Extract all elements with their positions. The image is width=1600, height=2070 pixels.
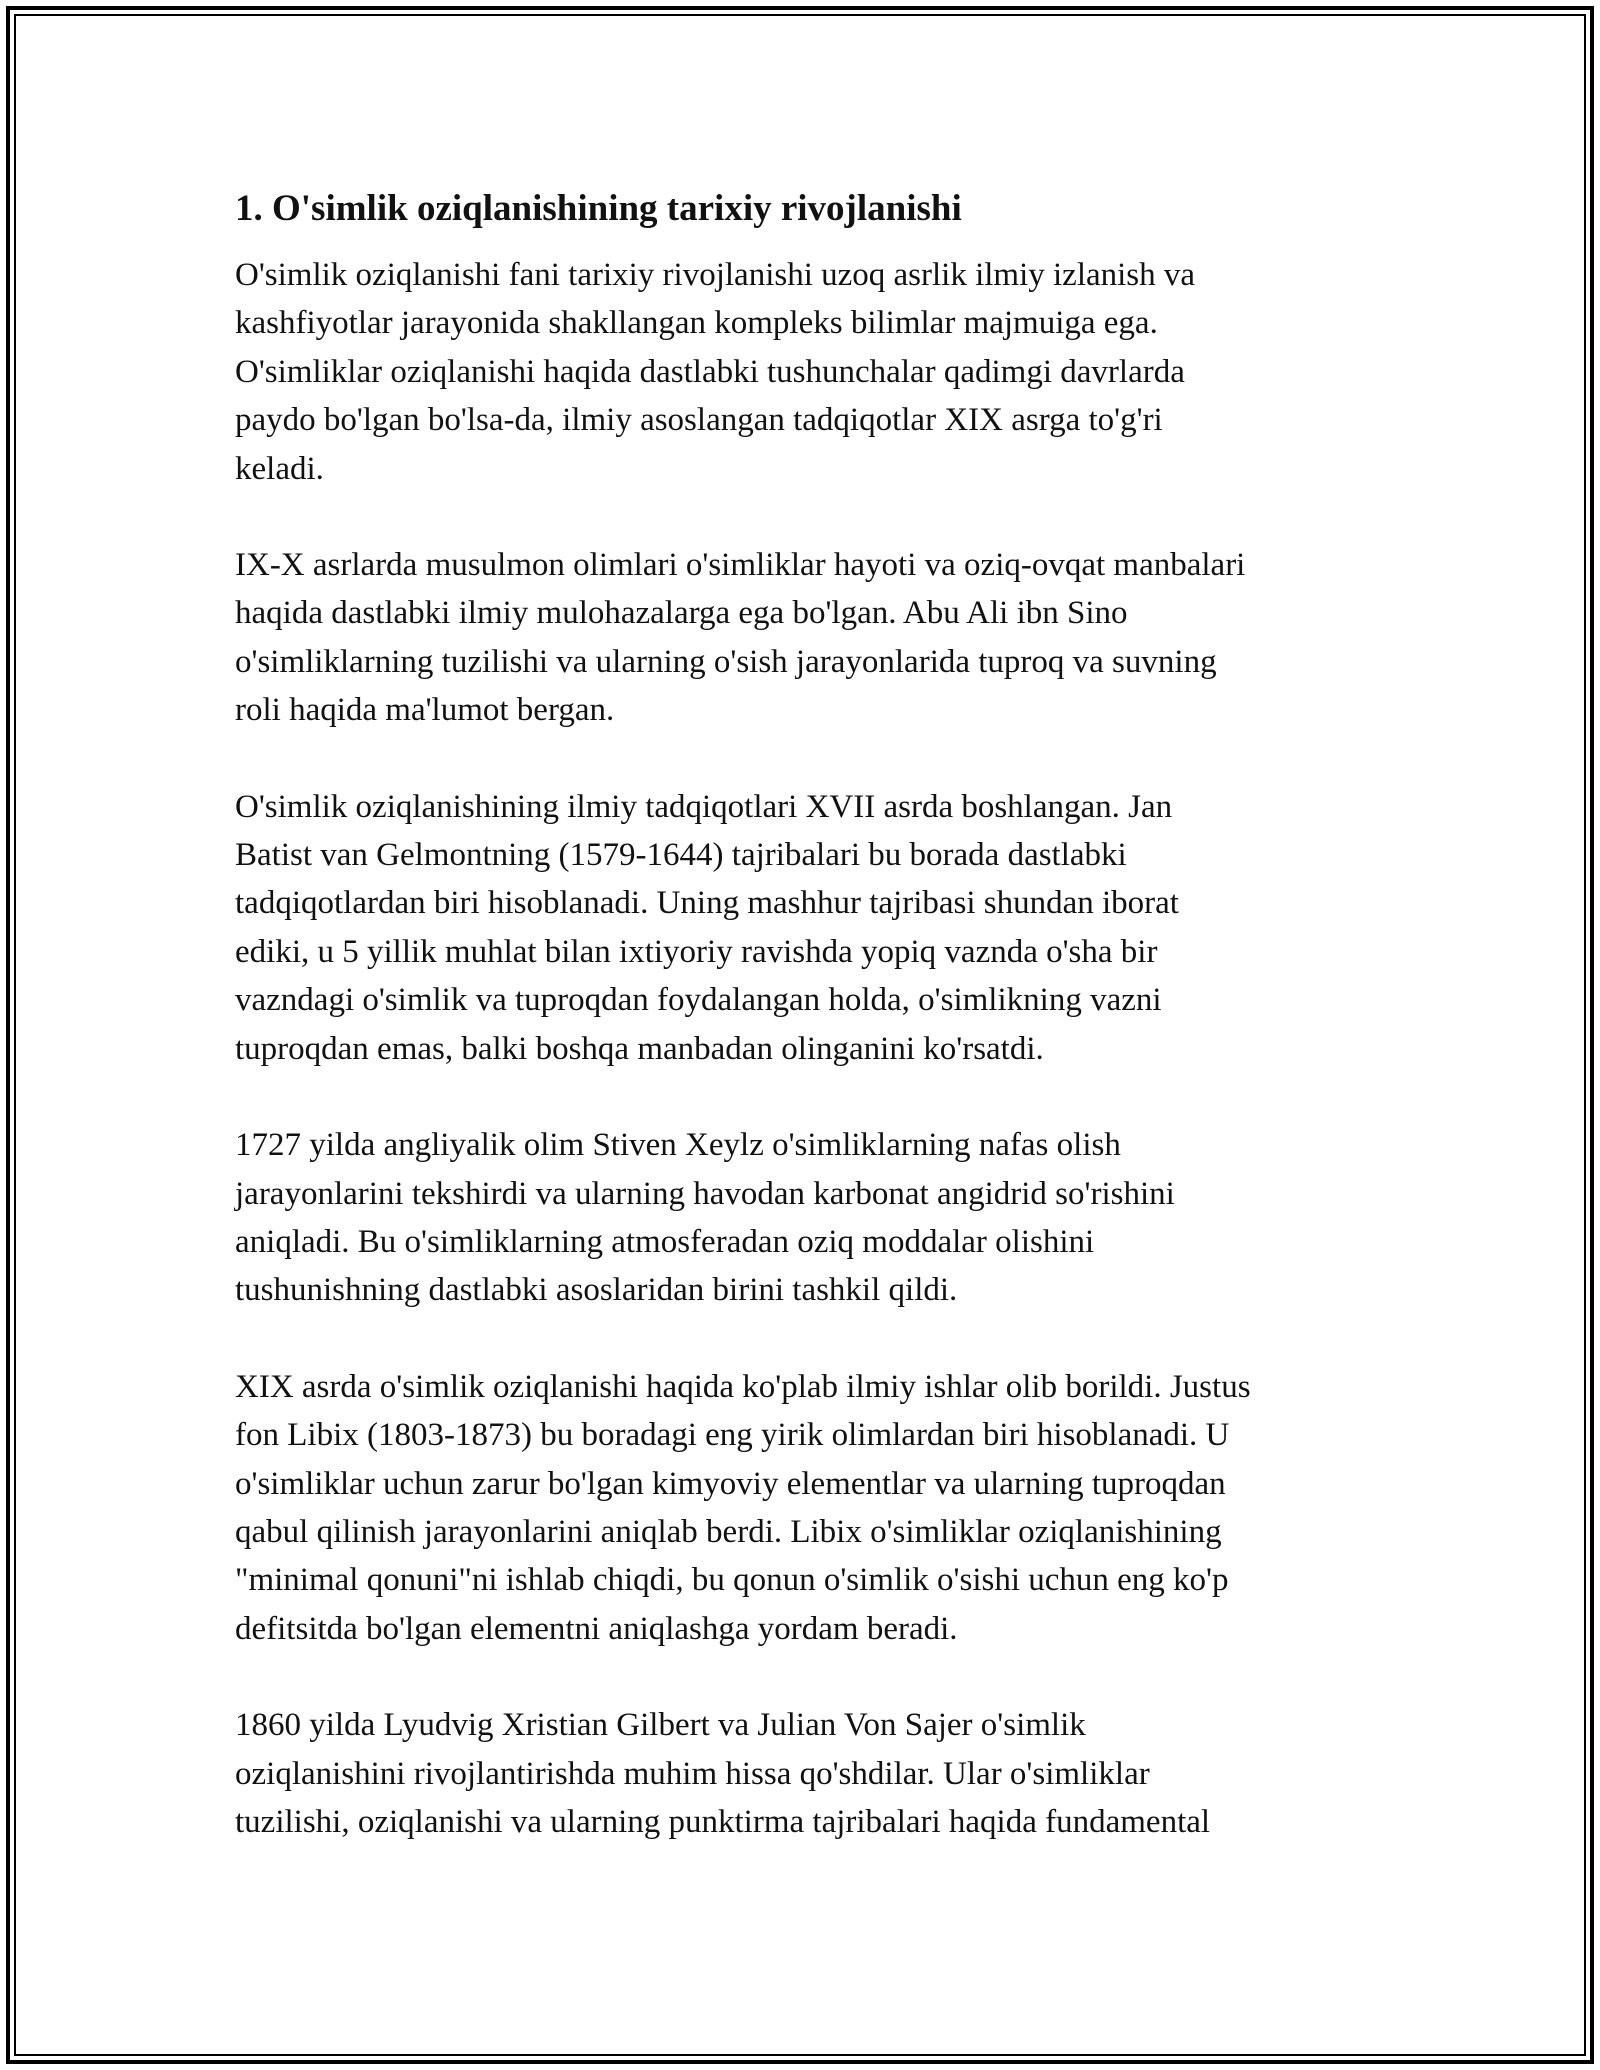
paragraph-6 — [235, 1701, 1385, 1846]
paragraph-line: 1860 yilda Lyudvig Xristian Gilbert va Julian Von Sajer o'simlik — [235, 1707, 1086, 1744]
paragraph-line: "minimal qonuni"ni ishlab chiqdi, bu qonun o'simlik o'sishi uchun eng ko'p — [235, 1562, 1229, 1599]
paragraph-3 — [235, 783, 1385, 1073]
paragraph-line: paydo bo'lgan bo'lsa-da, ilmiy asoslangan tadqiqotlar XIX asrga to'g'ri — [235, 402, 1163, 439]
paragraph-line: tuzilishi, oziqlanishi va ularning punktirma tajribalari haqida fundamental — [235, 1803, 1211, 1840]
paragraph-line: 1727 yilda angliyalik olim Stiven Xeylz o'simliklarning nafas olish — [235, 1127, 1121, 1164]
paragraph-line: o'simliklarning tuzilishi va ularning o'sish jarayonlarida tuproq va suvning — [235, 643, 1217, 680]
paragraph-line: O'simlik oziqlanishining ilmiy tadqiqotlari XVII asrda boshlangan. Jan — [235, 788, 1173, 825]
paragraph-line: kashfiyotlar jarayonida shakllangan kompleks bilimlar majmuiga ega. — [235, 305, 1158, 342]
paragraph-line: fon Libix (1803-1873) bu boradagi eng yirik olimlardan biri hisoblanadi. U — [235, 1417, 1230, 1454]
paragraph-line: O'simliklar oziqlanishi haqida dastlabki tushunchalar qadimgi davrlarda — [235, 353, 1185, 390]
paragraph-line: O'simlik oziqlanishi fani tarixiy rivojlanishi uzoq asrlik ilmiy izlanish va — [235, 257, 1196, 293]
paragraph-line: haqida dastlabki ilmiy mulohazalarga ega bo'lgan. Abu Ali ibn Sino — [235, 595, 1128, 632]
paragraph-line: XIX asrda o'simlik oziqlanishi haqida ko'plab ilmiy ishlar olib borildi. Justus — [235, 1368, 1251, 1405]
paragraph-line: qabul qilinish jarayonlarini aniqlab berdi. Libix o'simliklar oziqlanishining — [235, 1513, 1222, 1550]
paragraph-line: defitsitda bo'lgan elementni aniqlashga yordam beradi. — [235, 1610, 958, 1647]
paragraph-line: tuproqdan emas, balki boshqa manbadan olinganini ko'rsatdi. — [235, 1030, 1044, 1067]
paragraph-line: tadqiqotlardan biri hisoblanadi. Uning mashhur tajribasi shundan iborat — [235, 885, 1179, 922]
paragraph-1 — [235, 251, 1385, 493]
paragraph-5 — [235, 1363, 1385, 1653]
section-heading: 1. O'simlik oziqlanishining tarixiy rivojlanishi — [235, 188, 962, 229]
paragraph-line: vazndagi o'simlik va tuproqdan foydalangan holda, o'simlikning vazni — [235, 982, 1162, 1019]
paragraph-line: aniqladi. Bu o'simliklarning atmosferadan oziq moddalar olishini — [235, 1223, 1095, 1260]
paragraph-line: ediki, u 5 yillik muhlat bilan ixtiyoriy ravishda yopiq vaznda o'sha bir — [235, 933, 1158, 970]
paragraph-line: Batist van Gelmontning (1579-1644) tajribalari bu borada dastlabki — [235, 837, 1127, 874]
paragraph-line: IX-X asrlarda musulmon olimlari o'simliklar hayoti va oziq-ovqat manbalari — [235, 547, 1246, 584]
paragraph-2 — [235, 541, 1385, 735]
paragraph-4 — [235, 1121, 1385, 1315]
paragraph-line: keladi. — [235, 450, 324, 487]
paragraph-line: roli haqida ma'lumot bergan. — [235, 692, 615, 729]
paragraph-line: jarayonlarini tekshirdi va ularning havodan karbonat angidrid so'rishini — [235, 1175, 1175, 1212]
document-body — [235, 185, 1385, 1894]
paragraphs-container — [235, 251, 1385, 1846]
paragraph-line: o'simliklar uchun zarur bo'lgan kimyoviy elementlar va ularning tuproqdan — [235, 1465, 1226, 1502]
paragraph-line: tushunishning dastlabki asoslaridan birini tashkil qildi. — [235, 1272, 958, 1309]
paragraph-line: oziqlanishini rivojlantirishda muhim hissa qo'shdilar. Ular o'simliklar — [235, 1755, 1150, 1792]
